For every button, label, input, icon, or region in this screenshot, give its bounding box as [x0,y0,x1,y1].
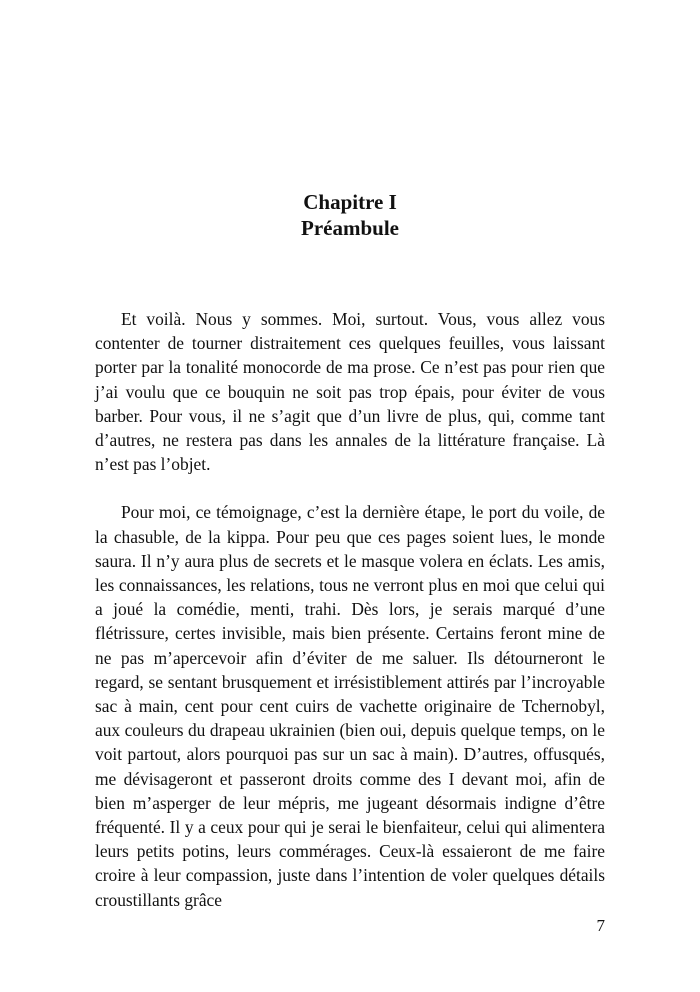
page-number: 7 [596,916,605,935]
body-text [95,307,605,912]
paragraph-2: Pour moi, ce témoignage, c’est la dernière étape, le port du voile, de la chasuble, de la kippa. Pour peu que ces pages soient lues, le monde saura. Il n’y aura plus de secrets et le masque volera en éclats. Les amis, les connaissances, les relations, tous ne verront plus en moi que celui qui a joué la comédie, menti, trahi. Dès lors, je serais marqué d’une flétrissure, certes invisible, mais bien présente. Certains feront mine de ne pas m’apercevoir afin d’éviter de me saluer. Ils détourneront le regard, se sentant brusquement et irrésistiblement attirés par l’incroyable sac à main, cent pour cent cuirs de vachette originaire de Tchernobyl, aux couleurs du drapeau ukrainien (bien oui, depuis quelque temps, on le voit partout, alors pourquoi pas sur un sac à main). D’autres, offusqués, me dévisageront et passeront droits comme des I devant moi, afin de bien m’asperger de leur mépris, me jugeant désormais indigne d’être fréquenté. Il y a ceux pour qui je serai le bienfaiteur, celui qui alimentera leurs petits potins, leurs commérages. Ceux-là essaieront de me faire croire à leur compassion, juste dans l’intention de voler quelques détails croustillants grâce [95,502,605,910]
chapter-heading [0,189,700,241]
chapter-number: Chapitre I [303,190,397,214]
paragraph-1: Et voilà. Nous y sommes. Moi, surtout. Vous, vous allez vous contenter de tourner distraitement ces quelques feuilles, vous laissant porter par la tonalité monocorde de ma prose. Ce n’est pas pour rien que j’ai voulu que ce bouquin ne soit pas trop épais, pour éviter de vous barber. Pour vous, il ne s’agit que d’un livre de plus, qui, comme tant d’autres, ne restera pas dans les annales de la littérature française. Là n’est pas l’objet. [95,309,605,475]
chapter-title: Préambule [301,216,399,240]
